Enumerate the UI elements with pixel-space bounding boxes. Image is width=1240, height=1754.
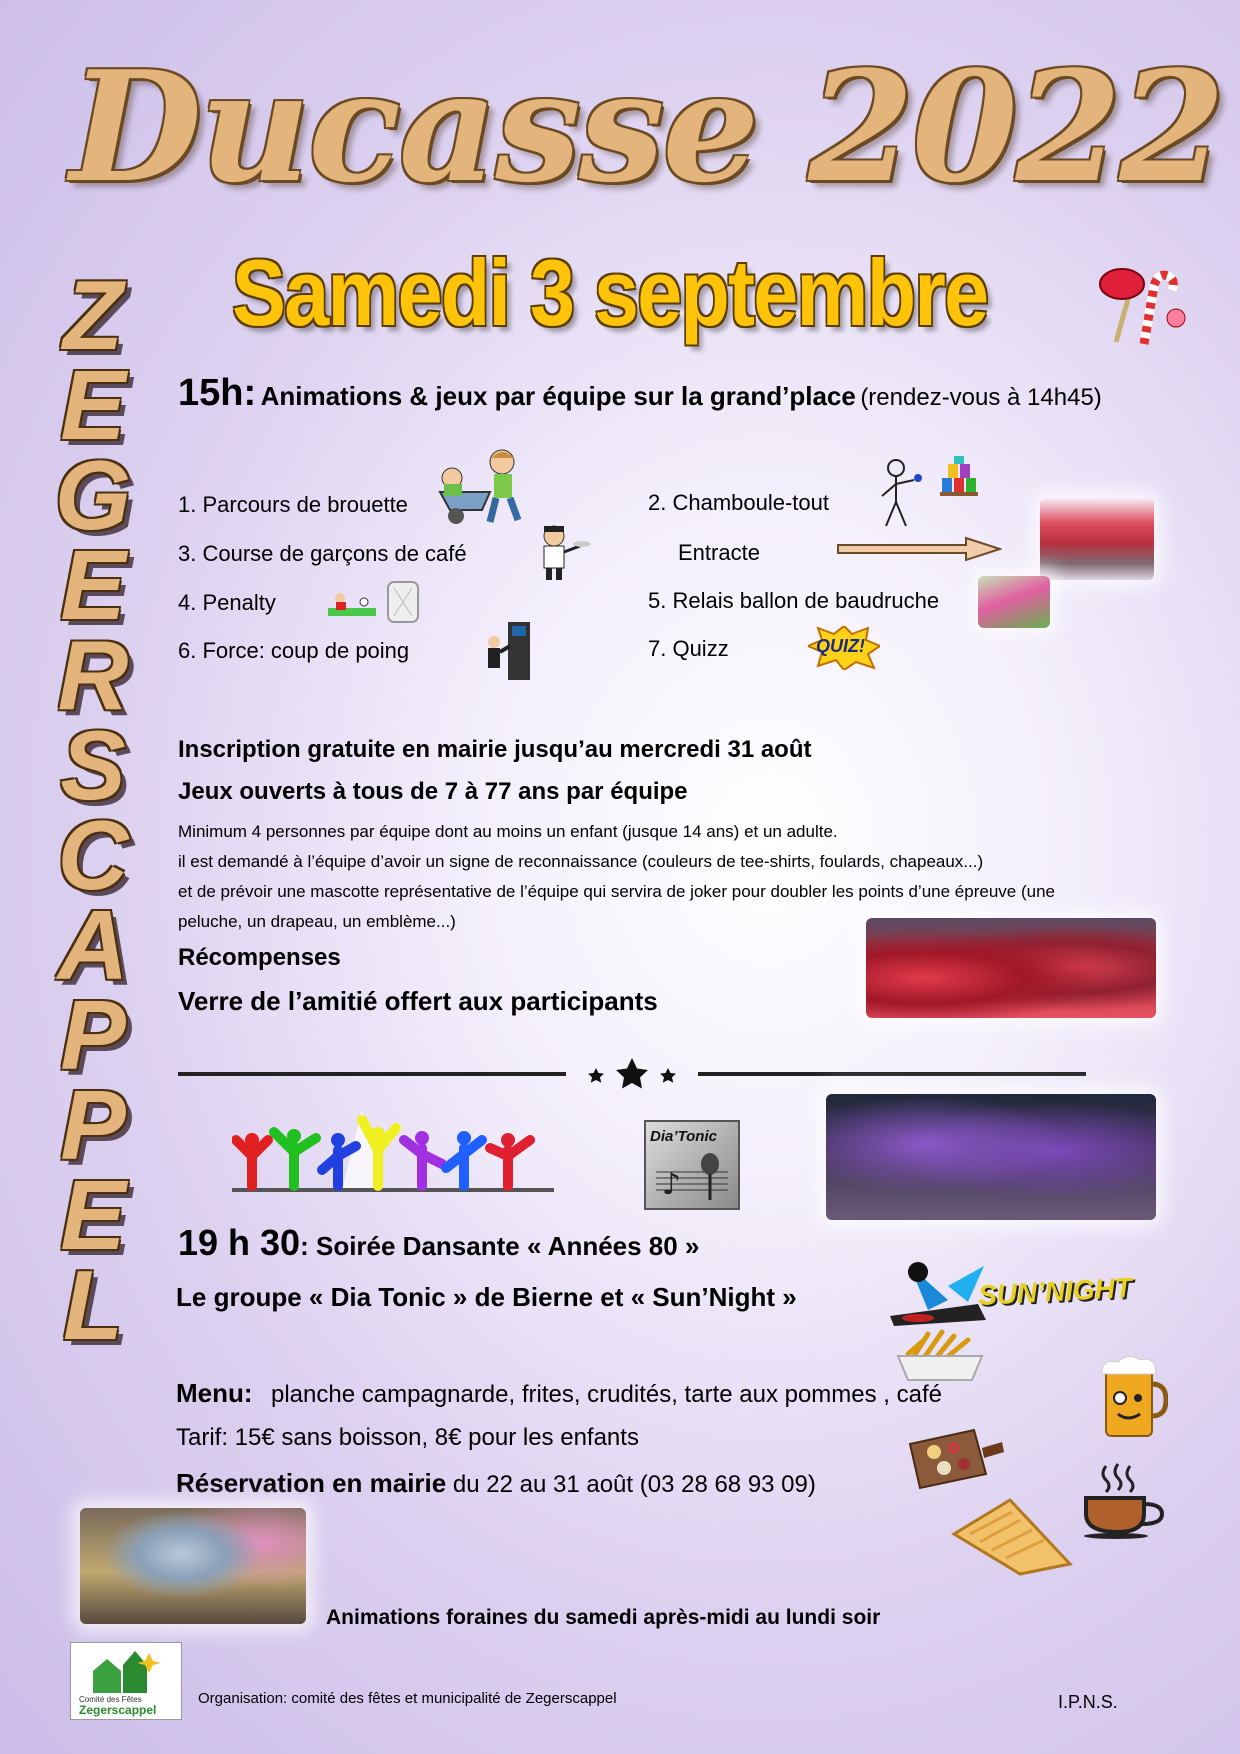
fairground-ride-photo <box>80 1508 306 1624</box>
wheelbarrow-icon <box>436 448 528 528</box>
game-1: 1. Parcours de brouette <box>178 492 408 517</box>
reservation-line <box>176 1468 816 1499</box>
bands-line: Le groupe « Dia Tonic » de Bierne et « Sun’Night » <box>176 1282 797 1312</box>
game-5: 5. Relais ballon de baudruche <box>648 588 940 613</box>
side-letter: L <box>63 1250 123 1360</box>
rendezvous-time: (rendez-vous à 14h45) <box>860 384 1102 411</box>
open-to-all-line: Jeux ouverts à tous de 7 à 77 ans par équipe <box>178 778 688 805</box>
punching-machine-icon <box>484 620 536 682</box>
evening-time: 19 h 30 <box>178 1222 301 1263</box>
tent-photo <box>1040 498 1154 580</box>
game-2: 2. Chamboule-tout <box>648 490 829 515</box>
quiz-label: QUIZ! <box>816 636 865 656</box>
charcuterie-board-icon <box>904 1424 1004 1494</box>
side-letter: S <box>60 710 126 820</box>
bumper-cars-photo <box>866 918 1156 1018</box>
ipns-label: I.P.N.S. <box>1058 1692 1118 1712</box>
committee-logo-icon <box>89 1647 163 1695</box>
event-date: Samedi 3 septembre <box>232 240 988 345</box>
side-letter: Z <box>63 260 123 370</box>
penalty-icon <box>326 578 426 630</box>
reservation-details: du 22 au 31 août (03 28 68 93 09) <box>446 1471 816 1498</box>
committee-logo <box>70 1642 182 1720</box>
rewards-label: Récompenses <box>178 944 341 971</box>
side-letter: G <box>54 440 132 550</box>
side-letter: P <box>60 1070 126 1180</box>
quiz-badge <box>808 626 880 670</box>
registration-line: Inscription gratuite en mairie jusqu’au mercredi 31 août <box>178 736 812 763</box>
diatonic-logo <box>644 1120 740 1210</box>
evening-headline <box>178 1222 699 1264</box>
arrow-icon <box>836 536 1002 562</box>
sunnight-logo-text: SUN’NIGHT <box>977 1271 1133 1312</box>
svg-text:♪: ♪ <box>662 1167 682 1202</box>
balloon-relay-photo <box>978 576 1050 628</box>
afternoon-title: Animations & jeux par équipe sur la grand’place <box>260 381 856 411</box>
dancers-icon <box>232 1110 554 1194</box>
rules-line-2: il est demandé à l’équipe d’avoir un signe de reconnaissance (couleurs de tee-shirts, foulards, chapeaux...) <box>178 852 984 871</box>
chamboule-tout-icon <box>874 456 984 532</box>
game-4: 4. Penalty <box>178 590 276 615</box>
committee-logo-line2: Zegerscappel <box>79 1703 157 1717</box>
rules-line-3: et de prévoir une mascotte représentative de l’équipe qui servira de joker pour doubler les points d’une épreuve (une <box>178 882 1055 901</box>
poster-title: Ducasse 2022 <box>70 37 1224 216</box>
coffee-cup-icon <box>1078 1460 1168 1540</box>
intermission: Entracte <box>678 540 760 565</box>
side-letter: E <box>60 530 126 640</box>
dj-icon <box>888 1256 988 1328</box>
rules-line-1: Minimum 4 personnes par équipe dont au moins un enfant (jusque 14 ans) et un adulte. <box>178 822 838 841</box>
beer-icon <box>1098 1354 1168 1438</box>
stars-icon <box>582 1054 682 1092</box>
rules-line-4: peluche, un drapeau, un emblème...) <box>178 912 456 931</box>
microphone-icon <box>656 1152 728 1202</box>
side-letter: R <box>57 620 129 730</box>
sunnight-logo <box>888 1256 1134 1328</box>
friendship-drink: Verre de l’amitié offert aux participants <box>178 986 658 1016</box>
game-7: 7. Quizz <box>648 636 729 661</box>
tarif-line: Tarif: 15€ sans boisson, 8€ pour les enfants <box>176 1424 639 1451</box>
menu-line <box>176 1378 942 1409</box>
candy-icon <box>1096 262 1188 348</box>
side-letter: E <box>60 1160 126 1270</box>
side-letter: C <box>57 800 129 910</box>
evening-title: : Soirée Dansante « Années 80 » <box>300 1231 700 1261</box>
game-6: 6. Force: coup de poing <box>178 638 410 663</box>
band-photo <box>826 1094 1156 1220</box>
divider-left <box>178 1072 566 1076</box>
waiter-icon <box>532 522 592 582</box>
apple-tart-icon <box>950 1494 1076 1578</box>
afternoon-headline <box>178 372 1102 415</box>
committee-logo-line1: Comité des Fêtes <box>79 1695 142 1704</box>
reservation-label: Réservation en mairie <box>176 1468 447 1498</box>
side-letter: E <box>60 350 126 460</box>
fairground-line: Animations foraines du samedi après-midi au lundi soir <box>326 1606 881 1629</box>
organisation-line: Organisation: comité des fêtes et municipalité de Zegerscappel <box>198 1690 617 1707</box>
afternoon-time: 15h: <box>178 372 257 414</box>
divider-right <box>698 1072 1086 1076</box>
game-3: 3. Course de garçons de café <box>178 541 467 566</box>
menu-items: planche campagnarde, frites, crudités, tarte aux pommes , café <box>271 1381 943 1408</box>
menu-label: Menu: <box>176 1378 253 1408</box>
diatonic-logo-text: Dia’Tonic <box>650 1128 717 1145</box>
side-letter: P <box>60 980 126 1090</box>
vertical-village-name <box>28 260 158 1360</box>
fries-icon <box>894 1326 986 1382</box>
side-letter: A <box>57 890 129 1000</box>
